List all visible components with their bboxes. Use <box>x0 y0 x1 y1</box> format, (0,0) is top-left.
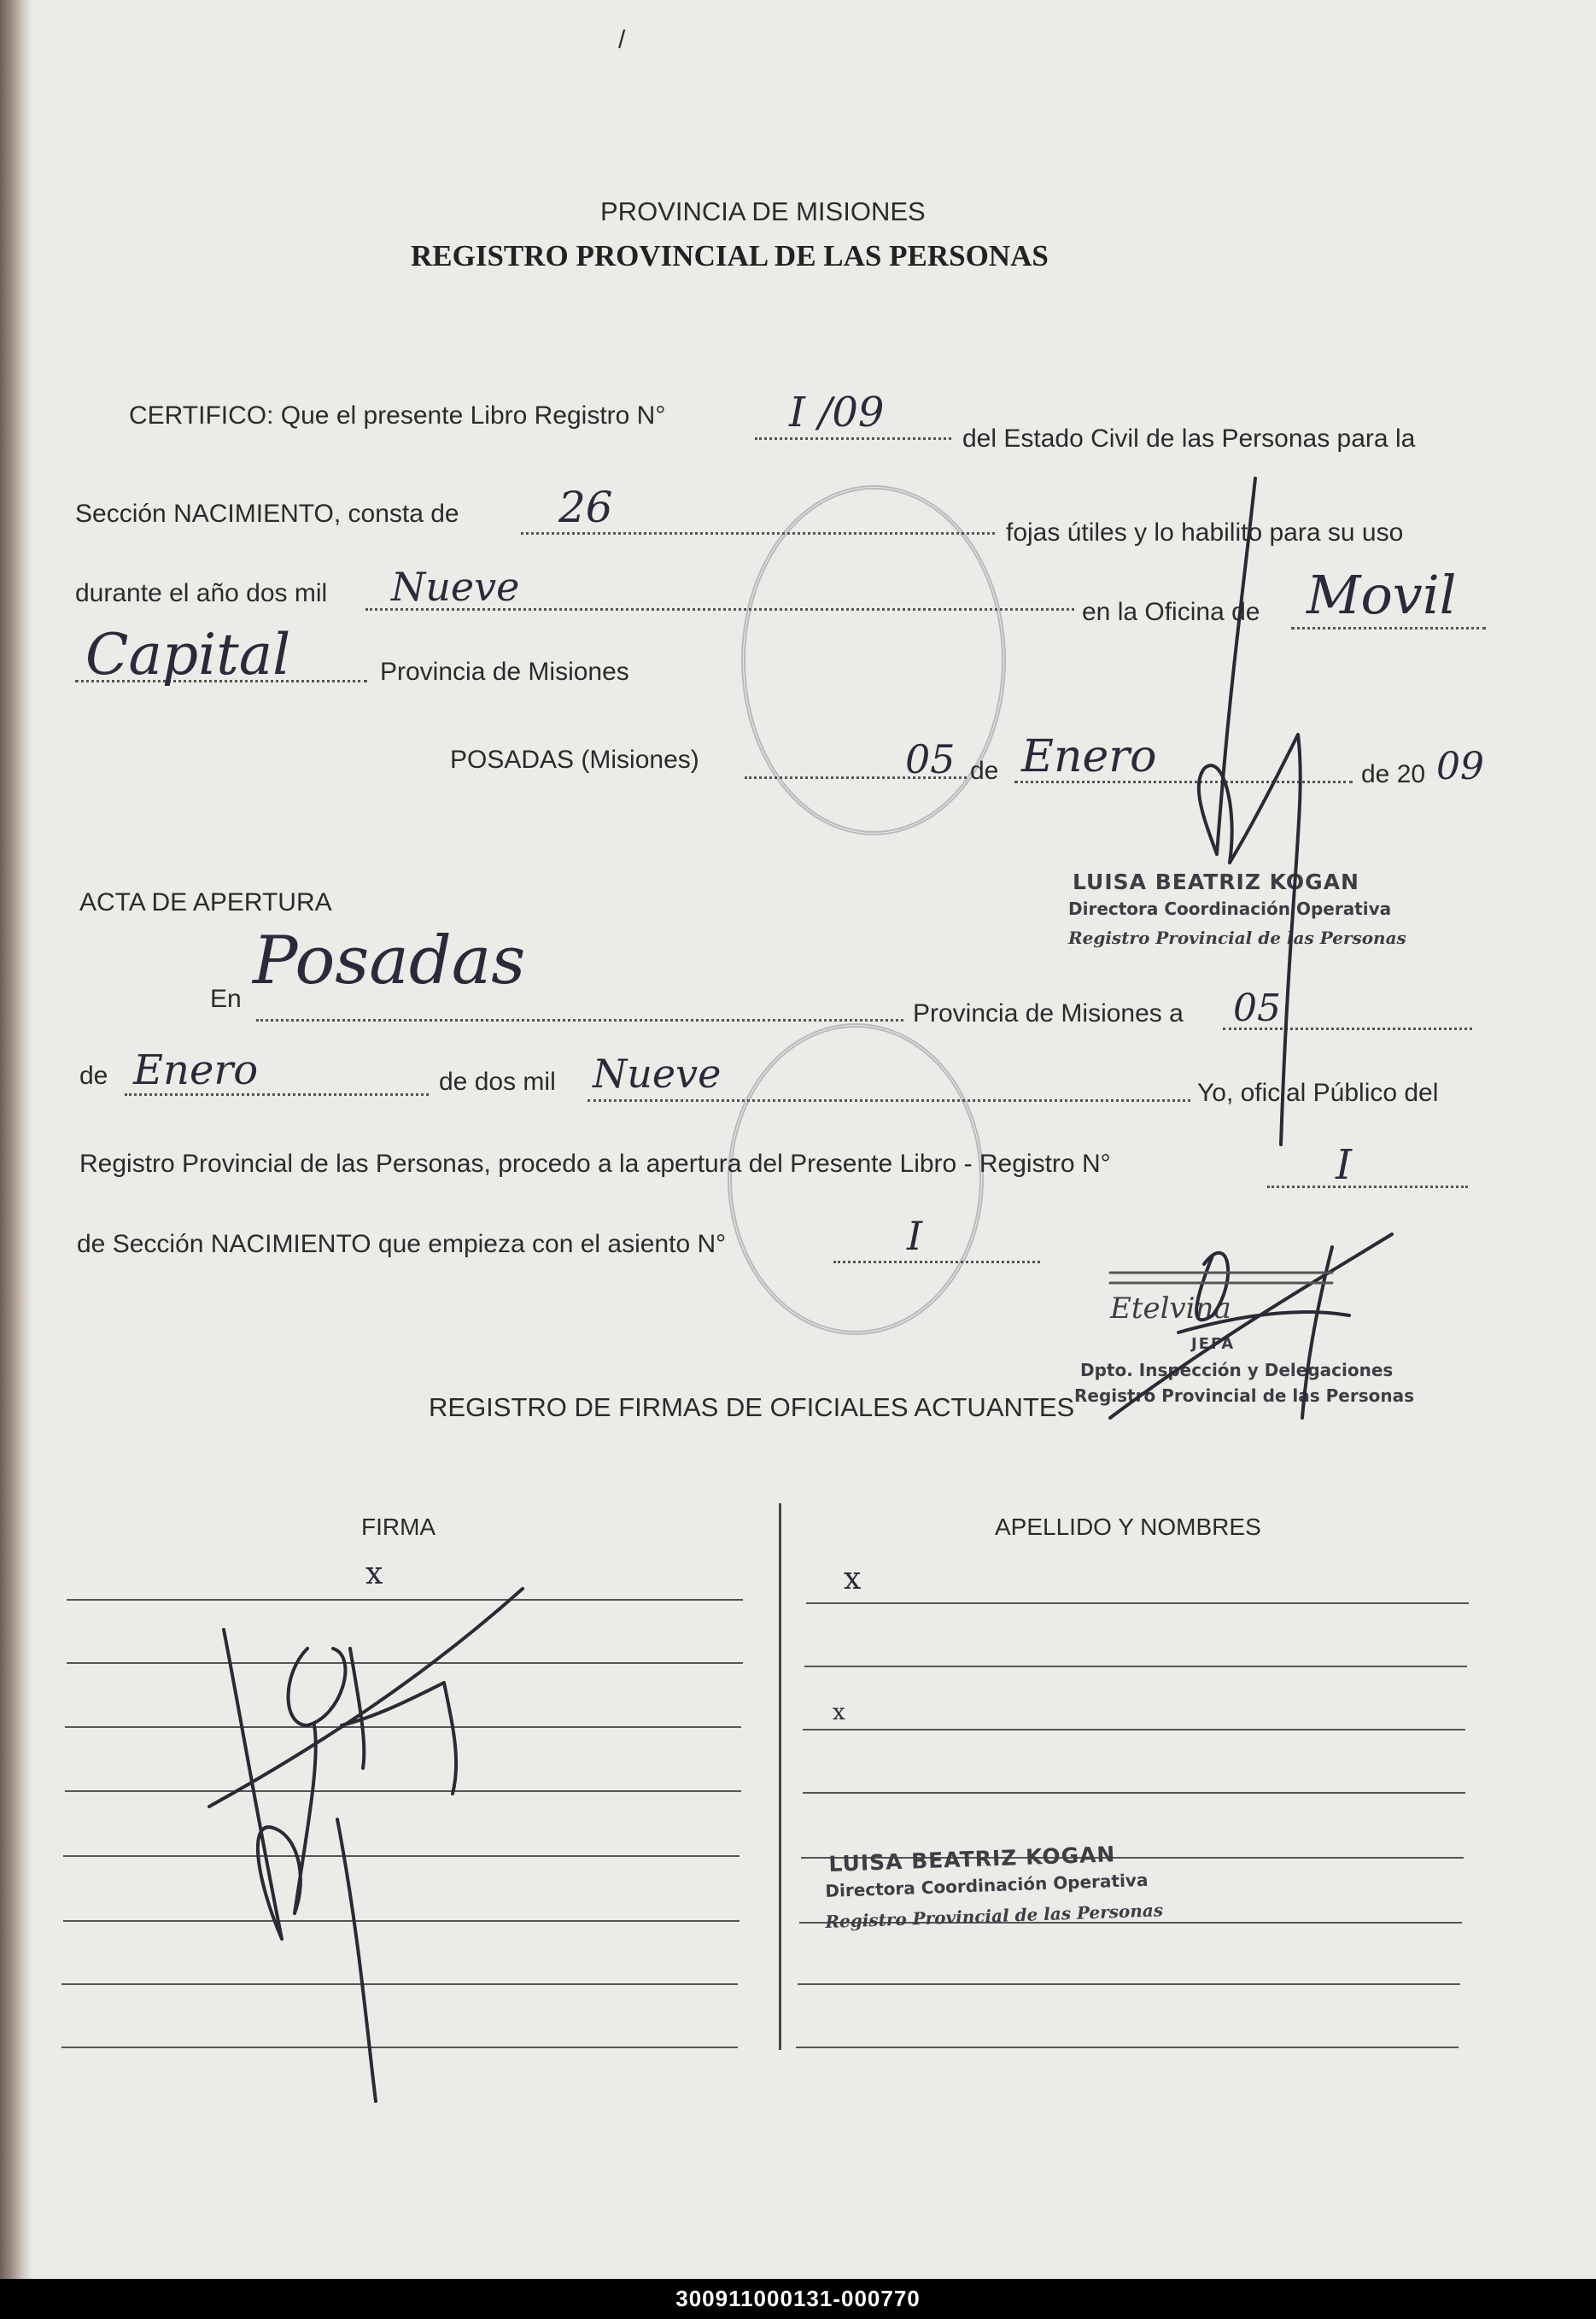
official-seal-top <box>741 485 1006 835</box>
signature-firma-column <box>209 1589 523 2101</box>
nombres-row-line <box>803 1729 1465 1730</box>
fojas-value: 26 <box>558 483 613 532</box>
acta-de-label: de <box>79 1062 108 1090</box>
signature-director-top <box>1199 478 1301 1145</box>
libro-number-field <box>755 437 951 440</box>
firma-column-header: FIRMA <box>361 1514 436 1540</box>
firma-row-line <box>63 1855 740 1857</box>
lugar-field <box>256 1019 903 1022</box>
posadas-label: POSADAS (Misiones) <box>450 746 699 774</box>
acta-libro-value: I <box>1336 1141 1352 1189</box>
stamp2-title: Dpto. Inspección y Delegaciones <box>1080 1360 1394 1380</box>
nombres-row-line <box>796 2047 1459 2048</box>
firma-row-line <box>61 1983 738 1985</box>
firma-row-line <box>65 1726 741 1728</box>
stamp-name: LUISA BEATRIZ KOGAN <box>1073 870 1359 894</box>
acta-dos-mil-label: de dos mil <box>439 1068 556 1096</box>
nombres-row-line <box>804 1666 1467 1667</box>
anio-digit-value: 09 <box>1436 745 1484 788</box>
acta-text-3: Registro Provincial de las Personas, procedo a la apertura del Presente Libro - Registro N° <box>79 1150 1111 1178</box>
libro-number-value: I /09 <box>789 389 885 436</box>
acta-text-4: de Sección NACIMIENTO que empieza con el asiento N° <box>77 1230 727 1258</box>
firma-x-mark: x <box>365 1556 383 1591</box>
firma-row-line <box>67 1662 743 1664</box>
registry-title: REGISTRO PROVINCIAL DE LAS PERSONAS <box>411 239 1049 272</box>
certifico-text-1: CERTIFICO: Que el presente Libro Registro N° <box>129 401 666 430</box>
anio-value: Nueve <box>391 564 520 610</box>
official-seal-bottom <box>728 1023 984 1335</box>
firma-row-line <box>67 1599 743 1601</box>
nombres-x-mark: x <box>833 1700 845 1725</box>
stamp3-org: Registro Provincial de las Personas <box>825 1900 1164 1932</box>
fojas-field <box>521 532 995 535</box>
column-divider <box>779 1503 781 2050</box>
oficina-field <box>1291 627 1486 630</box>
acta-asiento-value: I <box>907 1213 923 1259</box>
stamp2-signature-name: Etelvina <box>1110 1291 1231 1326</box>
firma-row-line <box>63 1920 740 1922</box>
certifico-text-3: durante el año dos mil <box>75 579 328 607</box>
firmas-heading: REGISTRO DE FIRMAS DE OFICIALES ACTUANTES <box>429 1392 1075 1422</box>
lugar-value: Posadas <box>253 922 526 999</box>
firma-row-line <box>61 2047 738 2048</box>
dia-value: 05 <box>905 736 956 782</box>
acta-dia-value: 05 <box>1233 987 1281 1030</box>
acta-libro-field <box>1267 1186 1468 1188</box>
acta-en-label: En <box>210 985 242 1013</box>
acta-heading: ACTA DE APERTURA <box>79 888 332 916</box>
firma-row-line <box>65 1790 741 1792</box>
stamp2-jefa: JEFA <box>1191 1335 1236 1353</box>
province-title: PROVINCIA DE MISIONES <box>600 196 926 226</box>
nombres-row-line <box>803 1792 1465 1794</box>
oficina-value: Movil <box>1307 564 1457 626</box>
acta-anio-value: Nueve <box>593 1051 722 1097</box>
certifico-text-2b: fojas útiles y lo habilito para su uso <box>1006 518 1404 547</box>
nombres-x-mark: x <box>844 1561 862 1596</box>
stamp3-title: Directora Coordinación Operativa <box>825 1869 1149 1901</box>
stamp-title: Directora Coordinación Operativa <box>1068 899 1392 919</box>
stamp3-name: LUISA BEATRIZ KOGAN <box>828 1842 1116 1877</box>
stamp-org: Registro Provincial de las Personas <box>1068 928 1406 948</box>
de-label: de <box>970 757 999 785</box>
mes-value: Enero <box>1021 731 1157 782</box>
nombres-row-line <box>806 1602 1469 1604</box>
nombres-column-header: APELLIDO Y NOMBRES <box>995 1514 1261 1540</box>
acta-oficial-label: Yo, oficial Público del <box>1197 1079 1439 1107</box>
page-mark: / <box>618 26 626 54</box>
acta-mes-value: Enero <box>133 1046 259 1094</box>
acta-asiento-field <box>833 1261 1040 1263</box>
certifico-text-4b: Provincia de Misiones <box>380 658 629 686</box>
binding-edge <box>0 0 32 2279</box>
oficina-value-2: Capital <box>85 622 291 688</box>
certifico-text-2: Sección NACIMIENTO, consta de <box>75 500 459 528</box>
acta-anio-field <box>588 1099 1190 1102</box>
anio-label: de 20 <box>1361 760 1426 788</box>
certifico-text-1b: del Estado Civil de las Personas para la <box>962 425 1416 453</box>
certifico-text-3b: en la Oficina de <box>1082 598 1260 626</box>
stamp2-org: Registro Provincial de las Personas <box>1074 1385 1415 1406</box>
acta-provincia-label: Provincia de Misiones a <box>913 999 1184 1028</box>
document-id-footer: 300911000131-000770 <box>0 2279 1596 2319</box>
nombres-row-line <box>798 1983 1460 1985</box>
